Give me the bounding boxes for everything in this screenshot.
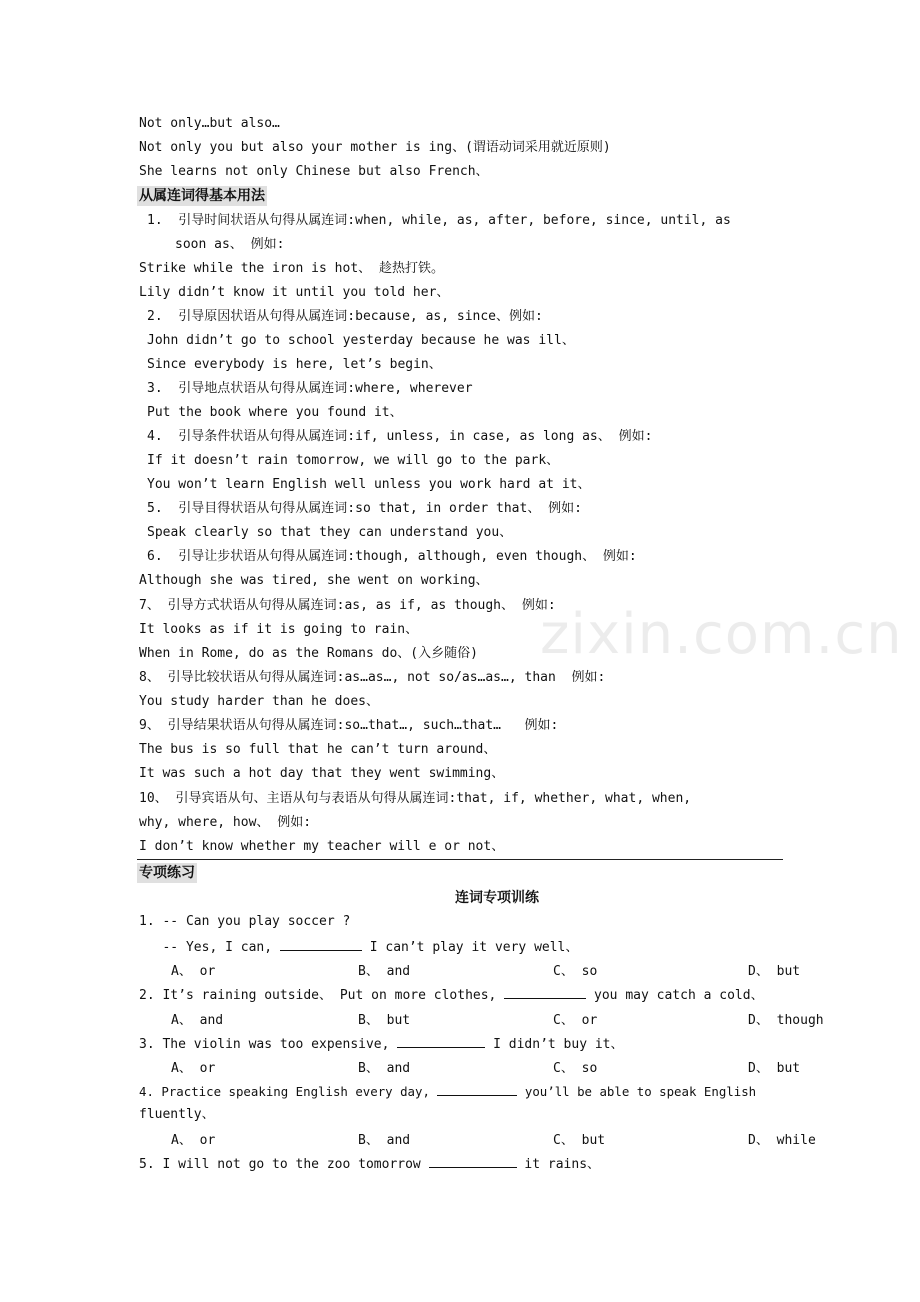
option-d[interactable]: D、 while <box>748 1133 816 1148</box>
question-text: 2. It’s raining outside、 Put on more clothes, you may catch a cold、 <box>139 984 764 1006</box>
rule-line: 2. 引导原因状语从句得从属连词:because, as, since、例如: <box>147 309 543 324</box>
question-text: 1. -- Can you play soccer ? <box>139 914 351 929</box>
answer-blank[interactable] <box>397 1033 485 1048</box>
example-line: If it doesn’t rain tomorrow, we will go to the park、 <box>147 453 560 468</box>
example-line: John didn’t go to school yesterday because he was ill、 <box>147 333 575 348</box>
exercise-title: 连词专项训练 <box>455 890 539 906</box>
question-text: fluently、 <box>139 1107 215 1122</box>
option-b[interactable]: B、 but <box>358 1013 411 1028</box>
rule-line: 1. 引导时间状语从句得从属连词:when, while, as, after, before, since, until, as <box>147 213 731 228</box>
answer-blank[interactable] <box>429 1153 517 1168</box>
rule-line: 8、 引导比较状语从句得从属连词:as…as…, not so/as…as…, than 例如: <box>139 670 606 685</box>
option-c[interactable]: C、 but <box>553 1133 606 1148</box>
option-b[interactable]: B、 and <box>358 1133 411 1148</box>
option-a[interactable]: A、 or <box>171 1061 216 1076</box>
rule-line: soon as、 例如: <box>175 237 285 252</box>
question-text: 4. Practice speaking English every day, you’ll be able to speak English <box>139 1081 756 1102</box>
section-heading-conjunctions: 从属连词得基本用法 <box>139 188 265 204</box>
example-line: Lily didn’t know it until you told her、 <box>139 285 450 300</box>
option-a[interactable]: A、 or <box>171 964 216 979</box>
rule-line: 6. 引导让步状语从句得从属连词:though, although, even though、 例如: <box>147 549 637 564</box>
rule-line: 3. 引导地点状语从句得从属连词:where, wherever <box>147 381 473 396</box>
example-line: It looks as if it is going to rain、 <box>139 622 419 637</box>
option-d[interactable]: D、 but <box>748 1061 801 1076</box>
rule-line: why, where, how、 例如: <box>139 815 312 830</box>
option-b[interactable]: B、 and <box>358 1061 411 1076</box>
answer-blank[interactable] <box>280 936 362 951</box>
section-heading-practice: 专项练习 <box>139 865 195 881</box>
intro-line: She learns not only Chinese but also French、 <box>139 164 489 179</box>
example-line: It was such a hot day that they went swimming、 <box>139 766 505 781</box>
option-d[interactable]: D、 but <box>748 964 801 979</box>
example-line: The bus is so full that he can’t turn around、 <box>139 742 497 757</box>
option-c[interactable]: C、 so <box>553 1061 598 1076</box>
option-c[interactable]: C、 so <box>553 964 598 979</box>
example-line: You won’t learn English well unless you work hard at it、 <box>147 477 591 492</box>
example-line: Since everybody is here, let’s begin、 <box>147 357 442 372</box>
question-text: 5. I will not go to the zoo tomorrow it rains、 <box>139 1153 600 1175</box>
option-d[interactable]: D、 though <box>748 1013 824 1028</box>
question-text: 3. The violin was too expensive, I didn’t buy it、 <box>139 1033 624 1055</box>
example-line: You study harder than he does、 <box>139 694 379 709</box>
rule-line: 4. 引导条件状语从句得从属连词:if, unless, in case, as long as、 例如: <box>147 429 653 444</box>
intro-line: Not only you but also your mother is ing、(谓语动词采用就近原则) <box>139 140 611 155</box>
option-b[interactable]: B、 and <box>358 964 411 979</box>
question-text: -- Yes, I can, I can’t play it very well、 <box>139 936 578 958</box>
intro-line: Not only…but also… <box>139 116 280 131</box>
example-line: Strike while the iron is hot、 趁热打铁。 <box>139 261 444 276</box>
rule-line: 10、 引导宾语从句、主语从句与表语从句得从属连词:that, if, whether, what, when, <box>139 791 692 806</box>
example-line: Put the book where you found it、 <box>147 405 403 420</box>
divider <box>137 859 783 860</box>
watermark: zixin.com.cn <box>540 602 903 667</box>
option-c[interactable]: C、 or <box>553 1013 598 1028</box>
rule-line: 7、 引导方式状语从句得从属连词:as, as if, as though、 例如: <box>139 598 556 613</box>
example-line: Speak clearly so that they can understand you、 <box>147 525 513 540</box>
answer-blank[interactable] <box>504 984 586 999</box>
example-line: Although she was tired, she went on working、 <box>139 573 489 588</box>
rule-line: 5. 引导目得状语从句得从属连词:so that, in order that、 例如: <box>147 501 582 516</box>
rule-line: 9、 引导结果状语从句得从属连词:so…that…, such…that… 例如: <box>139 718 559 733</box>
example-line: I don’t know whether my teacher will e or not、 <box>139 839 505 854</box>
option-a[interactable]: A、 or <box>171 1133 216 1148</box>
answer-blank[interactable] <box>437 1081 517 1096</box>
option-a[interactable]: A、 and <box>171 1013 224 1028</box>
example-line: When in Rome, do as the Romans do、(入乡随俗) <box>139 646 478 661</box>
